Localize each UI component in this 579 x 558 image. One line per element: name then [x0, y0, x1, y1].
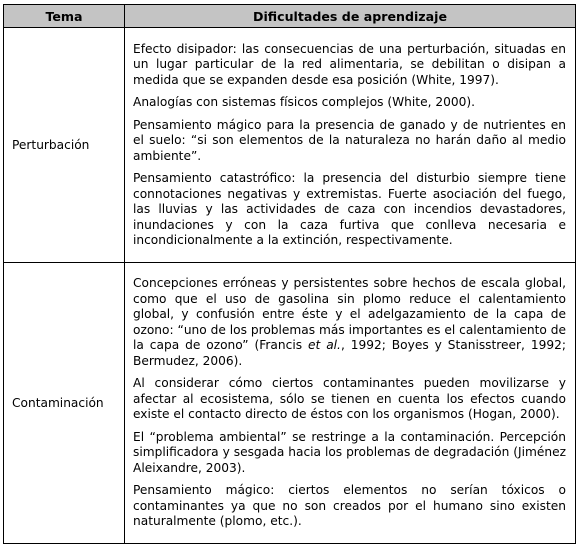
learning-difficulties-table — [3, 4, 576, 544]
difficulty-item: Pensamiento mágico para la presencia de ganado y de nutrientes en el suelo: “si son elementos de la naturaleza no harán daño al medio ambiente”. — [133, 117, 566, 163]
difficulties-cell — [125, 263, 576, 544]
difficulty-item: El “problema ambiental” se restringe a la contaminación. Percepción simplificadora y sesgada hacia los problemas de degradación (Jiménez Aleixandre, 2003). — [133, 429, 566, 475]
difficulties-cell — [125, 28, 576, 263]
difficulty-text: Concepciones erróneas y persistentes sobre hechos de escala global, como que el uso de gasolina sin plomo reduce el calentamiento global, y confusión entre éste y el adelgazamiento de la capa de ozono: “uno de los problemas más importantes es el calentamiento de la capa de ozono” (Francis — [133, 276, 566, 353]
table-row — [4, 28, 576, 263]
header-tema: Tema — [4, 5, 125, 28]
difficulty-item: Al considerar cómo ciertos contaminantes pueden movilizarse y afectar al ecosistema, sólo se tienen en cuenta los efectos cuando existe el contacto directo de éstos con los organismos (Hogan, 2000). — [133, 376, 566, 422]
difficulty-item: Analogías con sistemas físicos complejos (White, 2000). — [133, 95, 475, 109]
tema-contaminacion: Contaminación — [4, 263, 125, 544]
header-dificultades: Dificultades de aprendizaje — [125, 5, 576, 28]
table-header-row — [4, 5, 576, 28]
difficulty-item: Pensamiento mágico: ciertos elementos no serían tóxicos o contaminantes ya que no son creados por el humano sino existen naturalmente (plomo, etc.). — [133, 483, 566, 529]
tema-perturbacion: Perturbación — [4, 28, 125, 263]
difficulty-item — [133, 276, 566, 369]
difficulty-item: Pensamiento catastrófico: la presencia del disturbio siempre tiene connotaciones negativas y extremistas. Fuerte asociación del fuego, las lluvias y las actividades de caza con incendios devastadores, inundaciones y con la caza furtiva que conlleva necesaria e incondicionalmente a la extinción, respectivamente. — [133, 171, 566, 247]
difficulty-text: , 1992; Boyes y Stanisstreer, 1992; Bermudez, 2006). — [133, 338, 566, 368]
difficulty-item: Efecto disipador: las consecuencias de una perturbación, situadas en un lugar particular de la red alimentaria, se debilitan o disipan a medida que se expanden desde esa posición (White, 1997). — [133, 41, 566, 87]
table-row — [4, 263, 576, 544]
difficulty-text-italic: et al. — [308, 338, 341, 353]
